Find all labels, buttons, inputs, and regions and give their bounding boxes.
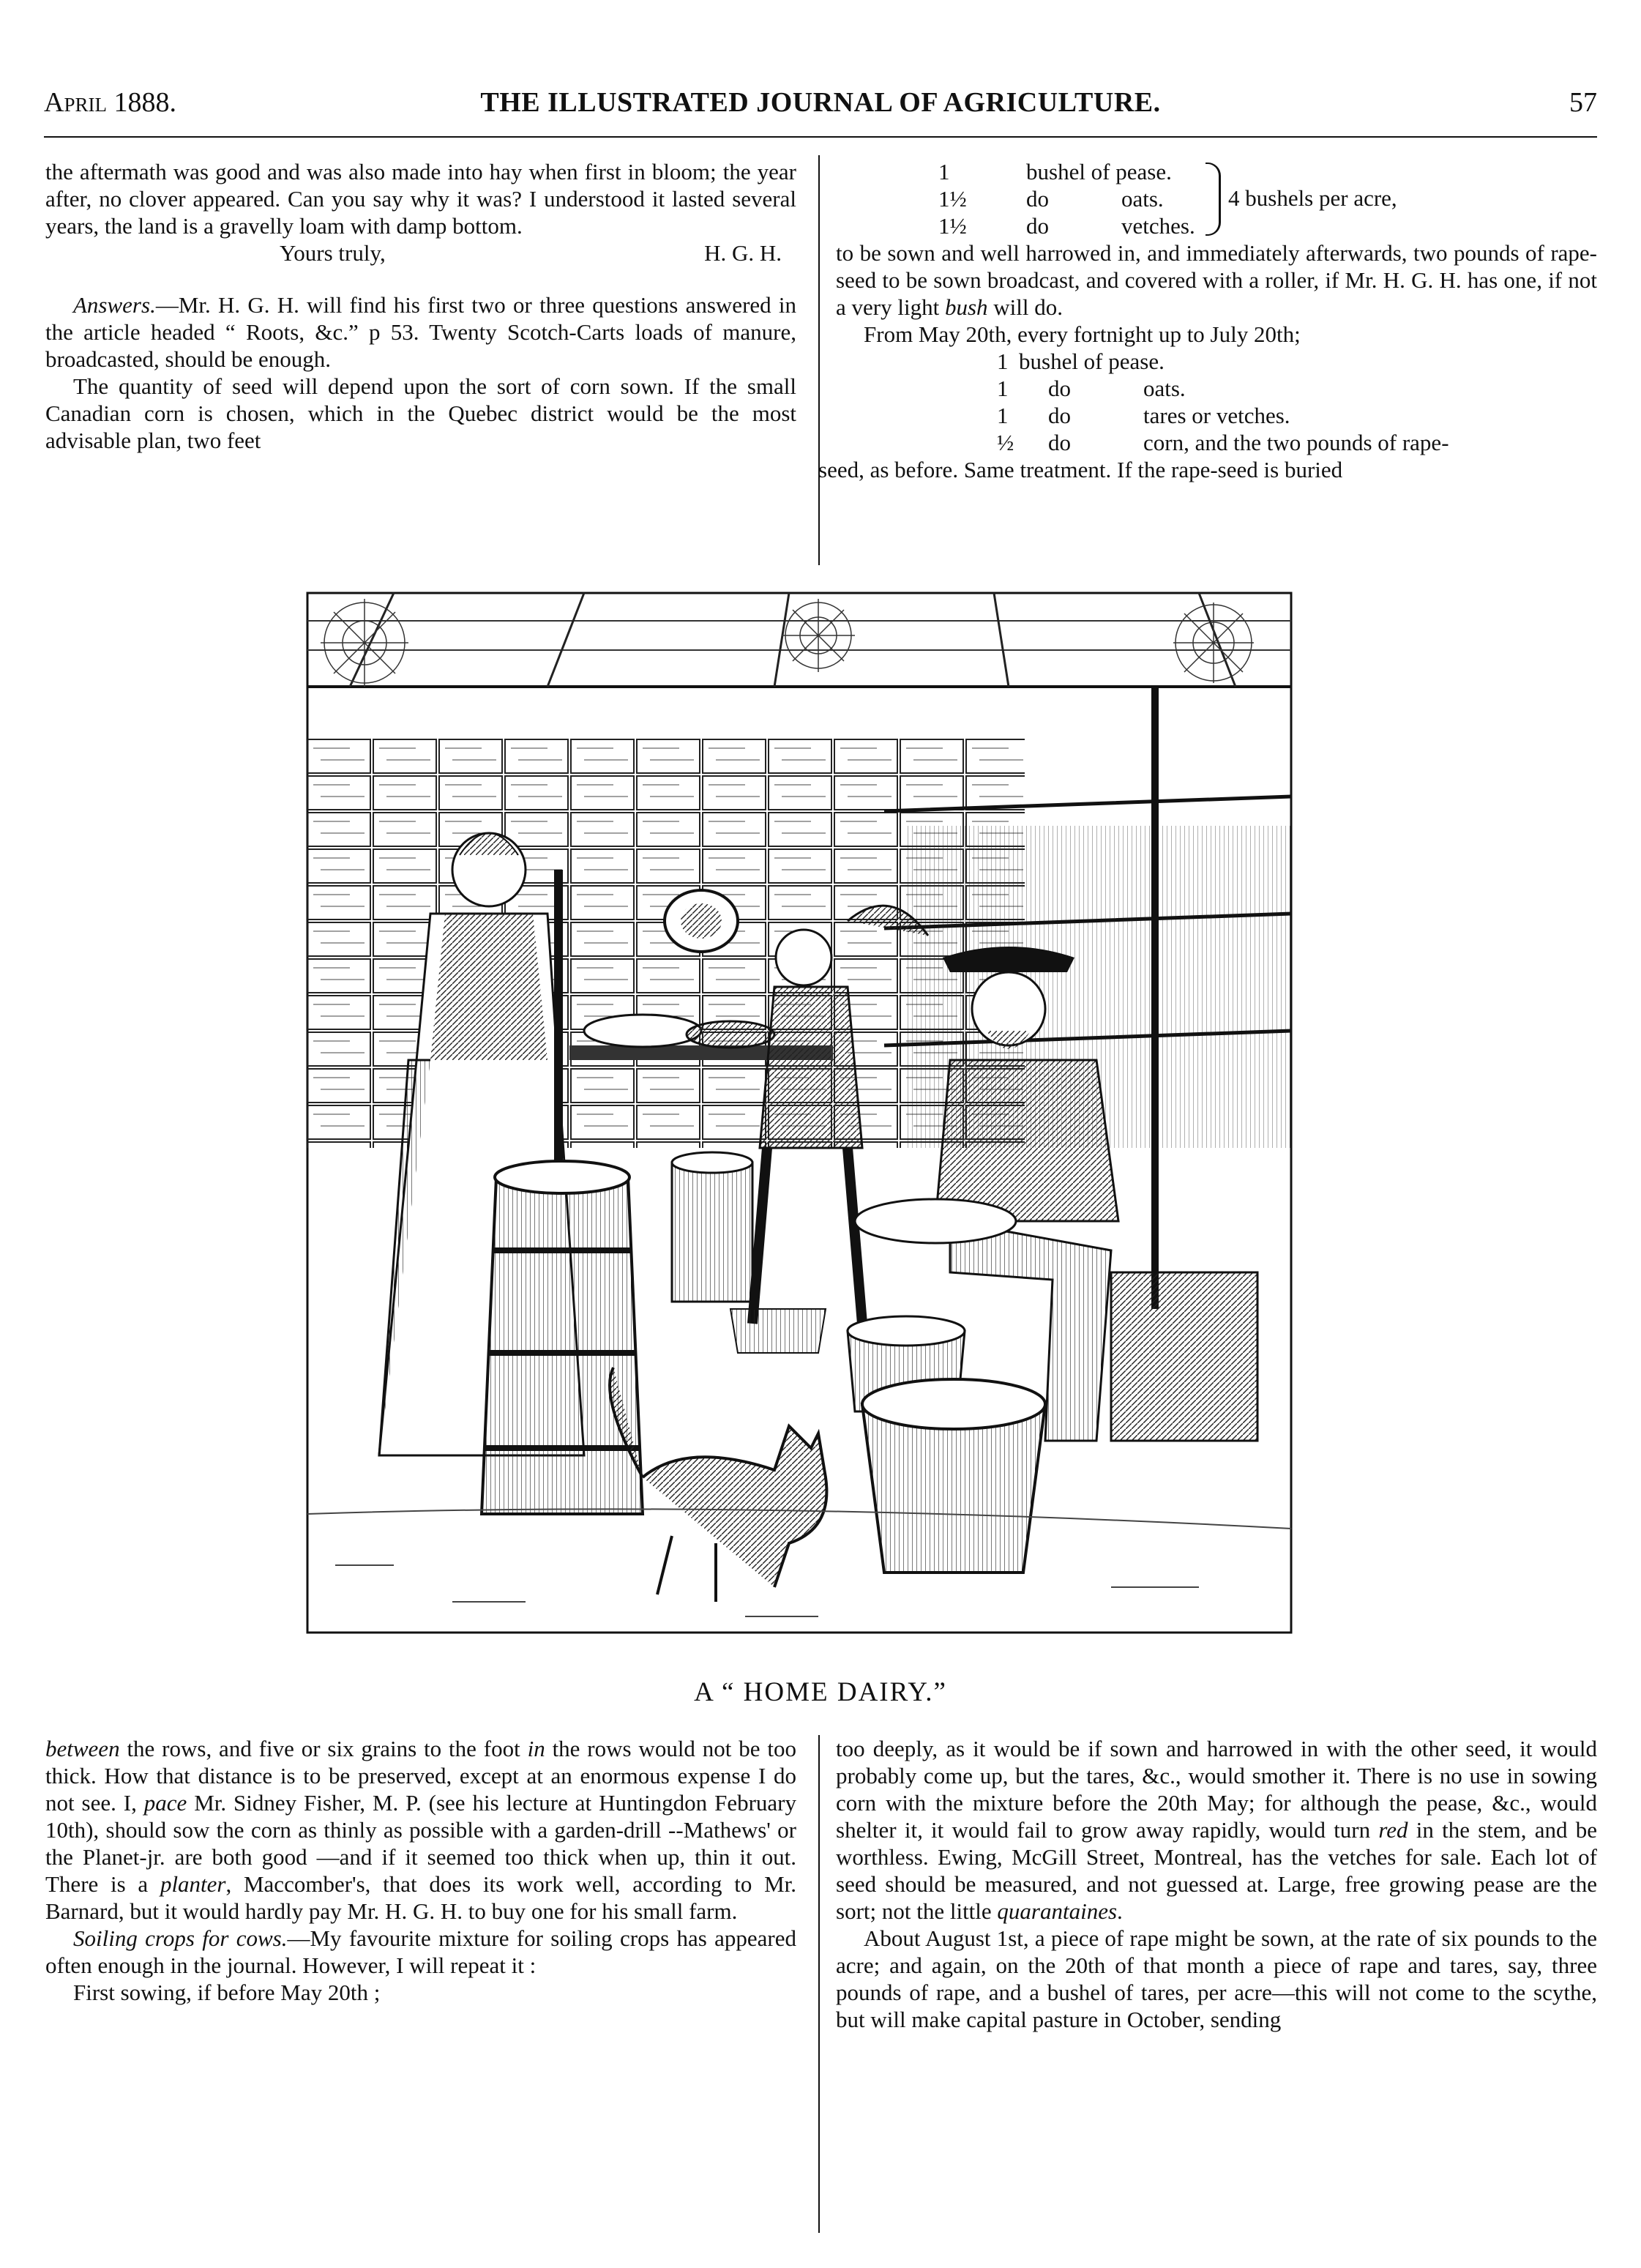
page-header [44, 82, 1597, 123]
home-dairy-illustration [306, 592, 1293, 1657]
mix2-row: 1 do tares or vetches. [997, 403, 1290, 428]
signoff-text: Yours truly, [280, 240, 386, 266]
seed-mixture-2 [836, 348, 1597, 456]
answers-label: Answers. [73, 292, 156, 318]
answers-text: —Mr. H. G. H. will find his first two or three questions answered in the article headed “ Roots, &c.” p 53. Twenty Scotch-Carts loads of manure, broadcasted, should be enough. [45, 292, 796, 372]
column-divider-bottom [818, 1735, 820, 2233]
dairy-engraving [306, 592, 1293, 1657]
first-sowing-line: First sowing, if before May 20th ; [73, 1980, 381, 2005]
mix2-row: ½ do corn, and the two pounds of rape- [997, 430, 1449, 455]
bottom-left-column [45, 1735, 796, 2006]
fortnight-line: From May 20th, every fortnight up to July 20th; [864, 321, 1301, 347]
letter-paragraph: the aftermath was good and was also made into hay when first in bloom; the year after, no clover appeared. Can you say why it was? I understood it lasted several years, the land is a gravelly loam with damp bottom. [45, 159, 796, 239]
letter-signoff [45, 239, 796, 266]
column-divider-top [818, 155, 820, 565]
spacing-paragraph: between the rows, and five or six grains to the foot in the rows would not be too thick. How that distance is to be preserved, except at an enormous expense I do not see. I, pace Mr. Sidney Fisher, M. P. (see his lecture at Huntingdon February 10th), should sow the corn as thinly as possible with a garden-drill --Mathews' or the Planet-jr. are both good —and if it seemed too thick when up, thin it out. There is a planter, Maccomber's, that does its work well, according to Mr. Barnard, but it would hardly pay Mr. H. G. H. to buy one for his small farm. [45, 1736, 797, 1924]
seed-quantity-paragraph: The quantity of seed will depend upon the sort of corn sown. If the small Canadian corn is chosen, which in the Quebec district would be the most advisable plan, two feet [45, 373, 796, 453]
stool [1111, 1272, 1257, 1441]
issue-date: April 1888. [44, 87, 176, 118]
top-right-column [818, 158, 1597, 483]
sowing-instructions: to be sown and well harrowed in, and immediately afterwards, two pounds of rape-seed to be sown broadcast, and covered with a roller, if Mr. H. G. H. has one, if not a very light bush will do. [836, 240, 1597, 320]
august-paragraph: About August 1st, a piece of rape might be sown, at the rate of six pounds to the acre; and again, on the 20th of that month a piece of rape and tares, say, three pounds of rape, and a bushel of tares, per acre—this will not come to the scythe, but will make capital pasture in October, sending [836, 1925, 1597, 2032]
soiling-label: Soiling crops for cows. [73, 1925, 288, 1951]
mix1-row: 1½ do oats. [938, 186, 1164, 212]
cobweb-right [1173, 603, 1254, 683]
bush-word: bush [944, 294, 988, 320]
bottom-right-column [836, 1735, 1597, 2033]
cobweb-left [321, 599, 408, 687]
answers-paragraph [45, 291, 796, 373]
same-treatment-line: seed, as before. Same treatment. If the rape-seed is buried [818, 457, 1343, 482]
mix2-row: 1 do oats. [997, 376, 1186, 401]
mix1-row: 1 bushel of pease. [938, 159, 1172, 184]
cobweb-center [782, 599, 855, 672]
page-number: 57 [1569, 87, 1597, 118]
mix1-rate: 4 bushels per acre, [1228, 185, 1397, 211]
mix2-row: 1 bushel of pease. [997, 348, 1165, 374]
milk-can [672, 1152, 752, 1302]
signature: H. G. H. [704, 240, 782, 266]
soiling-crops-paragraph: Soiling crops for cows.—My favourite mixture for soiling crops has appeared often enough in the journal. However, I will repeat it : [45, 1925, 796, 1978]
journal-title: THE ILLUSTRATED JOURNAL OF AGRICULTURE. [480, 87, 1161, 118]
mix1-row: 1½ do vetches. [938, 213, 1195, 239]
figure-caption: A “ HOME DAIRY.” [694, 1677, 947, 1707]
header-rule [44, 136, 1597, 138]
brace-mark [1205, 163, 1221, 236]
rape-seed-paragraph: too deeply, as it would be if sown and harrowed in with the other seed, it would probably come up, but the tares, &c., would smother it. There is no use in sowing corn with the mixture before the 20th May; for although the pease, &c., would shelter it, it would fail to grow away rapidly, would turn red in the stem, and be worthless. Ewing, McGill Street, Montreal, has the vetches for sale. Each lot of seed should be measured, and not guessed at. Large, free growing pease are the sort; not the little quarantaines. [836, 1736, 1597, 1924]
butter-churn [482, 1161, 643, 1514]
top-left-column [45, 158, 796, 454]
seed-mixture-1 [836, 158, 1597, 239]
